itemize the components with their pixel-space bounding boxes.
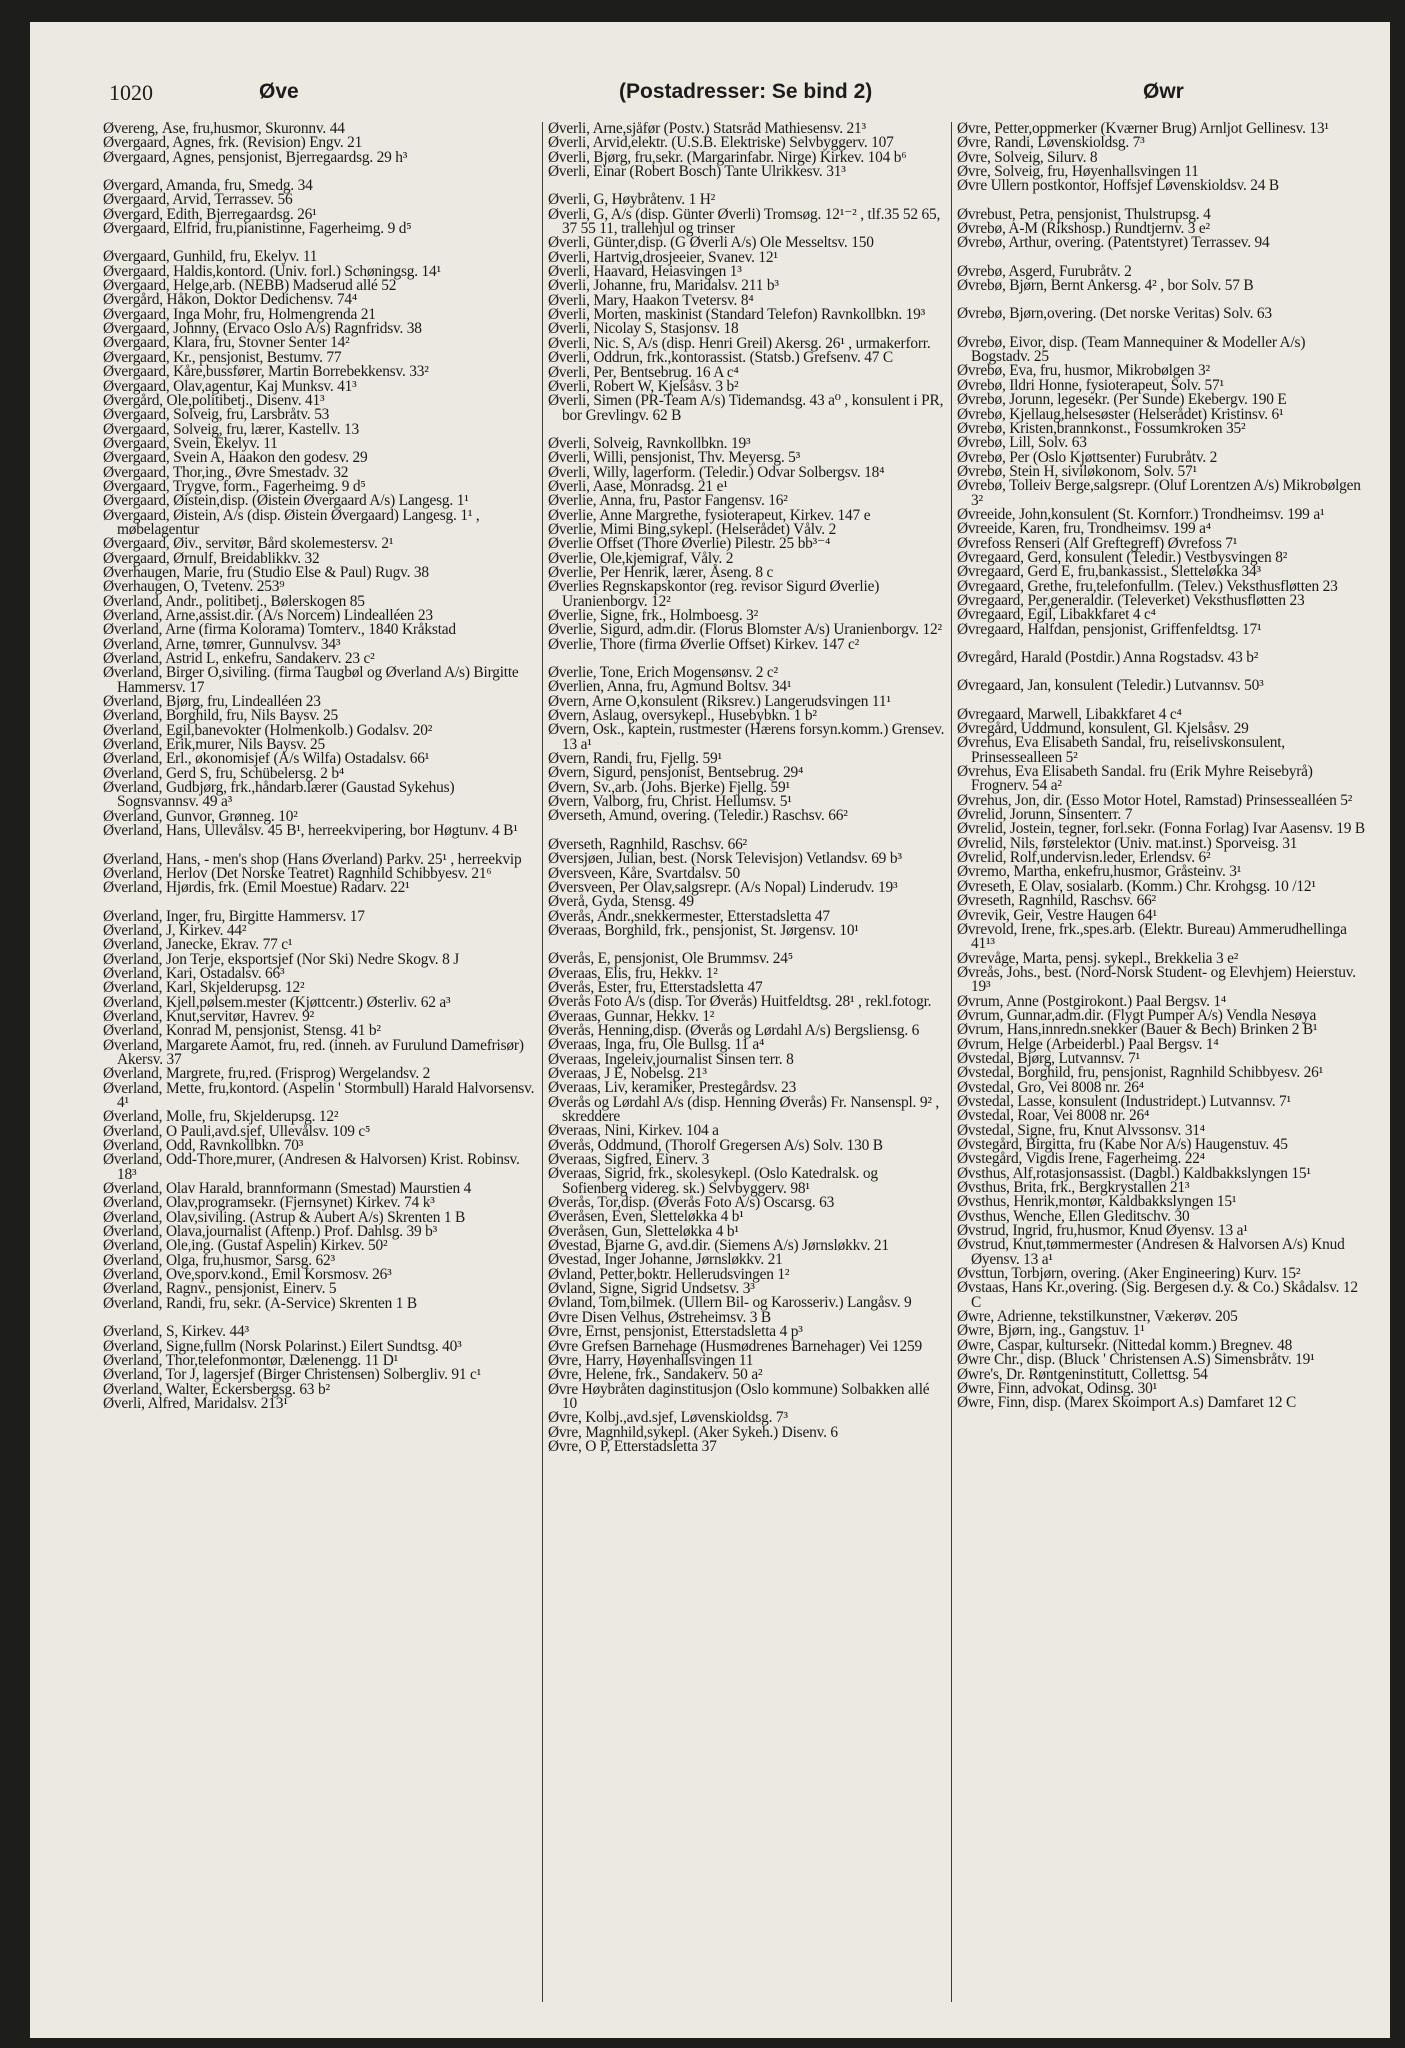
directory-entry: Øverland, Arne,assist.dir. (A/s Norcem) Lindealléen 23 <box>103 607 433 624</box>
directory-entry: Øverlien, Anna, fru, Agmund Boltsv. 34¹ <box>548 678 792 696</box>
directory-entry: Øwre, Finn, disp. (Marex Skoimport A.s) Damfaret 12 C <box>957 1394 1297 1412</box>
directory-entry: Øvergaard, Olav,agentur, Kaj Munksv. 41³ <box>103 377 357 395</box>
directory-entry: Øvergaard, Øistein, A/s (disp. Øistein Øvergaard) Langesg. 1¹ , møbelagentur <box>103 506 480 538</box>
directory-entry: Øverland, Randi, fru, sekr. (A-Service) Skrenten 1 B <box>103 1294 417 1312</box>
directory-entry: Øverli, G, A/s (disp. Günter Øverli) Tromsøg. 12¹⁻² , tlf.35 52 65, 37 55 11, trallehjul og trinser <box>548 205 941 238</box>
directory-entry: Øwre, Adrienne, tekstilkunstner, Vækerøv. 205 <box>957 1308 1238 1326</box>
directory-entry: Øvern, Aslaug, oversykepl., Husebybkn. 1 b² <box>548 707 817 725</box>
directory-entry: Øvreseth, Ragnhild, Raschsv. 66² <box>957 892 1156 910</box>
directory-entry: Øvergaard, Øiv., servitør, Bård skolemestersv. 2¹ <box>103 535 394 553</box>
directory-entry: Øverli, Arne,sjåfør (Postv.) Statsråd Mathiesensv. 21³ <box>548 122 866 137</box>
directory-entry: Øveraas, Sigrid, frk., skolesykepl. (Oslo Katedralsk. og Sofienberg videreg. sk.) Selvbyggerv. 98¹ <box>548 1165 878 1197</box>
directory-entry: Øverlie, Anna, fru, Pastor Fangensv. 16² <box>548 492 788 510</box>
directory-entry: Øvre, O P, Etterstadsletta 37 <box>548 1437 717 1455</box>
directory-entry: Øvstegård, Vigdis Irene, Fagerheimg. 22⁴ <box>957 1150 1205 1168</box>
directory-entry: Øvern, Osk., kaptein, rustmester (Hærens forsyn.komm.) Grensev. 13 a¹ <box>548 721 945 753</box>
directory-entry: Øvern, Randi, fru, Fjellg. 59¹ <box>548 750 722 768</box>
directory-entry: Øveråsen, Even, Sletteløkka 4 b¹ <box>548 1208 744 1226</box>
directory-entry: Øverli, Günter,disp. (G Øverli A/s) Ole Messeltsv. 150 <box>548 234 874 252</box>
directory-entry: Øvre Høybråten daginstitusjon (Oslo kommune) Solbakken allé 10 <box>548 1380 930 1412</box>
directory-entry: Øvrehus, Jon, dir. (Esso Motor Hotel, Ramstad) Prinsessealléen 5² <box>957 791 1353 809</box>
directory-entry: Øverland, Erik,murer, Nils Baysv. 25 <box>103 736 325 754</box>
directory-entry: Øveraas, Gunnar, Hekkv. 1² <box>548 1007 715 1025</box>
directory-entry: Øvregaard, Jan, konsulent (Teledir.) Lutvannsv. 50³ <box>957 677 1264 695</box>
directory-entry: Øverland, Thor,telefonmontør, Dælenengg. 11 D¹ <box>103 1351 399 1369</box>
directory-entry: Øverlies Regnskapskontor (reg. revisor Sigurd Øverlie) Uranienborgv. 12² <box>548 578 880 610</box>
directory-entry: Øverland, Walter, Eckersbergsg. 63 b² <box>103 1380 330 1398</box>
directory-entry: Øverli, Solveig, Ravnkollbkn. 19³ <box>548 434 751 452</box>
directory-entry: Øverhaugen, Marie, fru (Studio Else & Paul) Rugv. 38 <box>103 563 429 581</box>
directory-entry: Øverland, Jon Terje, eksportsjef (Nor Ski) Nedre Skogv. 8 J <box>103 950 459 968</box>
directory-entry: Øverås, Andr.,snekkermester, Etterstadsletta 47 <box>548 907 830 925</box>
directory-entry: Øvergård, Ole,politibetj., Disenv. 41³ <box>103 391 325 409</box>
directory-entry: Øverland, Olav,siviling. (Astrup & Aubert A/s) Skrenten 1 B <box>103 1208 466 1226</box>
directory-entry: Øvergaard, Solveig, fru, Larsbråtv. 53 <box>103 406 330 424</box>
directory-entry: Øvsthus, Henrik,montør, Kaldbakkslyngen 15¹ <box>957 1193 1237 1211</box>
directory-entry: Øvrehus, Eva Elisabeth Sandal, fru, reiselivskonsulent, Prinsessealleen 5² <box>957 734 1285 766</box>
directory-entry: Øverås, Ester, fru, Etterstadsletta 47 <box>548 978 763 996</box>
directory-entry: Øverland, Karl, Skjelderupsg. 12² <box>103 979 305 997</box>
directory-entry: Øvregård, Harald (Postdir.) Anna Rogstadsv. 43 b² <box>957 649 1259 666</box>
directory-entry: Øvsttun, Torbjørn, overing. (Aker Engineering) Kurv. 15² <box>957 1265 1301 1283</box>
directory-entry: Øvergaard, Agnes, pensjonist, Bjerregaardsg. 29 h³ <box>103 148 408 166</box>
directory-entry: Øvergard, Amanda, fru, Smedg. 34 <box>103 177 313 195</box>
directory-entry: Øvrebø, Bjørn,overing. (Det norske Veritas) Solv. 63 <box>957 305 1272 323</box>
directory-entry: Øverlie Offset (Thore Øverlie) Pilestr. 25 bb³⁻⁴ <box>548 535 831 553</box>
directory-entry: Øwre Chr., disp. (Bluck ' Christensen A.S) Simensbråtv. 19¹ <box>957 1351 1315 1369</box>
directory-entry: Øvrevåge, Marta, pensj. sykepl., Brekkelia 3 e² <box>957 949 1239 967</box>
column-1 <box>103 122 536 2010</box>
directory-entry: Øvergaard, Kr., pensjonist, Bestumv. 77 <box>103 348 342 366</box>
column-3 <box>957 122 1367 2010</box>
directory-entry: Øverland, Borghild, fru, Nils Baysv. 25 <box>103 707 339 725</box>
directory-entry: Øverlie, Sigurd, adm.dir. (Florus Blomster A/s) Uranienborgv. 12² <box>548 621 942 639</box>
directory-entry: Øverli, Willy, lagerform. (Teledir.) Odvar Solbergsv. 18⁴ <box>548 463 885 481</box>
directory-entry: Øvergaard, Solveig, fru, lærer, Kastellv. 13 <box>103 420 360 438</box>
directory-entry: Øvrum, Gunnar,adm.dir. (Flygt Pumper A/s) Vendla Nesøya <box>957 1006 1317 1024</box>
page-number: 1020 <box>109 80 153 105</box>
directory-entry: Øvrelid, Rolf,undervisn.leder, Erlendsv. 6² <box>957 849 1211 867</box>
directory-entry: Øveraas, Sigfred, Einerv. 3 <box>548 1151 710 1169</box>
directory-entry: Øvregaard, Gerd E, fru,bankassist., Sletteløkka 34³ <box>957 563 1261 581</box>
directory-entry: Øvsthus, Brita, frk., Bergkrystallen 21³ <box>957 1179 1190 1197</box>
directory-entry: Øwre's, Dr. Røntgeninstitutt, Collettsg. 54 <box>957 1365 1208 1383</box>
directory-entry: Øvrefoss Renseri (Alf Greftegreff) Øvrefoss 7¹ <box>957 534 1238 552</box>
directory-entry: Øverland, Molle, fru, Skjelderupsg. 12² <box>103 1108 339 1126</box>
directory-entry: Øverland, Odd, Ravnkollbkn. 70³ <box>103 1137 304 1155</box>
directory-entry: Øverland, Knut,servitør, Havrev. 9² <box>103 1007 314 1025</box>
directory-entry: Øverland, Konrad M, pensjonist, Stensg. 41 b² <box>103 1022 381 1040</box>
directory-entry: Øvern, Arne O,konsulent (Riksrev.) Langerudsvingen 11¹ <box>548 692 891 710</box>
directory-entry: Øvregaard, Per,generaldir. (Televerket) Veksthusfløtten 23 <box>957 591 1305 609</box>
directory-entry: Øvstedal, Roar, Vei 8008 nr. 26⁴ <box>957 1107 1150 1125</box>
directory-entry: Øvrebø, Asgerd, Furubråtv. 2 <box>957 262 1132 280</box>
directory-entry: Øverland, Janecke, Ekrav. 77 c¹ <box>103 936 293 954</box>
column-2 <box>548 122 946 2010</box>
directory-entry: Øvergård, Håkon, Doktor Dedichensv. 74⁴ <box>103 291 358 309</box>
directory-entry: Øvregaard, Halfdan, pensjonist, Griffenfeldtsg. 17¹ <box>957 620 1262 638</box>
directory-entry: Øveraas, Liv, keramiker, Prestegårdsv. 23 <box>548 1079 797 1097</box>
directory-entry: Øvstaas, Hans Kr.,overing. (Sig. Bergesen d.y. & Co.) Skådalsv. 12 C <box>957 1279 1358 1311</box>
directory-entry: Øvrevik, Geir, Vestre Haugen 64¹ <box>957 906 1157 924</box>
directory-entry: Øvrelid, Jostein, tegner, forl.sekr. (Fonna Forlag) Ivar Aasensv. 19 B <box>957 820 1365 838</box>
directory-entry: Øvre, Harry, Høyenhallsvingen 11 <box>548 1351 754 1369</box>
directory-entry: Øvreeide, Karen, fru, Trondheimsv. 199 a⁴ <box>957 520 1211 538</box>
directory-entry: Øverli, Haavard, Heiasvingen 1³ <box>548 263 742 281</box>
directory-entry: Øvstrud, Ingrid, fru,husmor, Knud Øyensv. 13 a¹ <box>957 1222 1248 1240</box>
directory-entry: Øveraas, Nini, Kirkev. 104 a <box>548 1122 719 1140</box>
directory-entry: Øvstedal, Borghild, fru, pensjonist, Ragnhild Schibbyesv. 26¹ <box>957 1064 1324 1082</box>
directory-entry: Øverlie, Anne Margrethe, fysioterapeut, Kirkev. 147 e <box>548 506 871 524</box>
directory-entry: Øverland, Mette, fru,kontord. (Aspelin ' Stormbull) Harald Halvorsensv. 4¹ <box>103 1079 535 1111</box>
directory-entry: Øvre, Randi, Løvenskioldsg. 7³ <box>957 134 1145 152</box>
directory-entry: Øvstedal, Bjørg, Lutvannsv. 7¹ <box>957 1049 1140 1067</box>
directory-entry: Øverås, Tor,disp. (Øverås Foto A/s) Oscarsg. 63 <box>548 1194 835 1212</box>
directory-entry: Øverlie, Tone, Erich Mogensønsv. 2 c² <box>548 664 778 682</box>
directory-entry: Øveraas, Borghild, frk., pensjonist, St. Jørgensv. 10¹ <box>548 921 859 939</box>
directory-entry: Øvergard, Edith, Bjerregaardsg. 26¹ <box>103 205 317 223</box>
directory-entry: Øvergaard, Klara, fru, Stovner Senter 14² <box>103 334 350 352</box>
directory-entry: Øverås, Henning,disp. (Øverås og Lørdahl A/s) Bergsliensg. 6 <box>548 1021 920 1039</box>
directory-entry: Øveraas, Inga, fru, Ole Bullsg. 11 a⁴ <box>548 1036 765 1054</box>
directory-entry: Øvrelid, Nils, førstelektor (Univ. mat.inst.) Sporveisg. 31 <box>957 834 1298 852</box>
directory-entry: Øvre, Solveig, fru, Høyenhallsvingen 11 <box>957 163 1199 181</box>
directory-entry: Øverås, Oddmund, (Thorolf Gregersen A/s) Solv. 130 B <box>548 1136 883 1154</box>
directory-entry: Øvrebø, Stein H, siviløkonom, Solv. 57¹ <box>957 462 1197 480</box>
directory-entry: Øvregaard, Marwell, Libakkfaret 4 c⁴ <box>957 705 1182 723</box>
column-divider <box>951 122 952 2002</box>
directory-entry: Øveråsen, Gun, Sletteløkka 4 b¹ <box>548 1222 739 1240</box>
directory-entry: Øverli, Simen (PR-Team A/s) Tidemandsg. 43 a⁰ , konsulent i PR, bor Grevlingv. 62 B <box>548 392 944 424</box>
directory-page <box>30 22 1390 2038</box>
directory-entry: Øverland, Ragnv., pensjonist, Einerv. 5 <box>103 1280 337 1298</box>
directory-entry: Øverlie, Ole,kjemigraf, Vålv. 2 <box>548 549 734 567</box>
directory-entry: Øvern, Sv.,arb. (Johs. Bjerke) Fjellg. 59¹ <box>548 778 790 796</box>
directory-entry: Øvre Grefsen Barnehage (Husmødrenes Barnehager) Vei 1259 <box>548 1337 922 1355</box>
directory-entry: Øveraas, J E, Nobelsg. 21³ <box>548 1064 707 1082</box>
directory-entry: Øvrehus, Eva Elisabeth Sandal. fru (Erik Myhre Reisebyrå) Frognerv. 54 a² <box>957 763 1313 795</box>
directory-entry: Øwre, Caspar, kultursekr. (Nittedal komm.) Bregnev. 48 <box>957 1336 1293 1354</box>
directory-entry: Øverland, Bjørg, fru, Lindealléen 23 <box>103 693 321 711</box>
directory-entry: Øverli, Robert W, Kjelsåsv. 3 b² <box>548 377 739 395</box>
directory-entry: Øverland, Arne, tømrer, Gunnulvsv. 34³ <box>103 635 341 653</box>
directory-entry: Øvland, Petter,boktr. Hellerudsvingen 1² <box>548 1265 790 1283</box>
directory-entry: Øverlie, Thore (firma Øverlie Offset) Kirkev. 147 c² <box>548 635 860 653</box>
directory-entry: Øverland, Kari, Ostadalsv. 66³ <box>103 964 285 982</box>
directory-entry: Øvergaard, Arvid, Terrassev. 56 <box>103 191 293 209</box>
directory-entry: Øverland, Kjell,pølsem.mester (Kjøttcentr.) Østerliv. 62 a³ <box>103 993 451 1011</box>
directory-entry: Øverli, Nic. S, A/s (disp. Henri Greil) Akersg. 26¹ , urmakerforr. <box>548 334 931 352</box>
directory-entry: Øvergaard, Kåre,bussfører, Martin Borrebekkensv. 33² <box>103 363 429 381</box>
directory-entry: Øvre, Helene, frk., Sandakerv. 50 a² <box>548 1366 763 1384</box>
directory-entry: Øvstegård, Birgitta, fru (Kabe Nor A/s) Haugenstuv. 45 <box>957 1136 1288 1153</box>
directory-entry: Øversveen, Kåre, Svartdalsv. 50 <box>548 864 740 882</box>
directory-entry: Øvre, Ernst, pensjonist, Etterstadsletta 4 p³ <box>548 1323 803 1341</box>
directory-entry: Øvregaard, Gerd, konsulent (Teledir.) Vestbysvingen 8² <box>957 548 1288 566</box>
directory-entry: Øverhaugen, O, Tvetenv. 253⁹ <box>103 578 285 596</box>
directory-entry: Øvergaard, Gunhild, fru, Ekelyv. 11 <box>103 248 318 266</box>
directory-entry: Øveraas, Elis, fru, Hekkv. 1² <box>548 964 718 982</box>
directory-entry: Øvrebø, Eva, fru, husmor, Mikrobølgen 3² <box>957 362 1210 380</box>
directory-entry: Øverland, Gunvor, Grønneg. 10² <box>103 807 298 825</box>
directory-entry: Øverland, Margrete, fru,red. (Frisprog) Wergelandsv. 2 <box>103 1065 431 1083</box>
directory-entry: Øverli, Morten, maskinist (Standard Telefon) Ravnkollbkn. 19³ <box>548 306 926 324</box>
directory-entry: Øvrum, Anne (Postgirokont.) Paal Bergsv. 1⁴ <box>957 992 1227 1010</box>
directory-entry: Øvland, Tom,bilmek. (Ullern Bil- og Karosseriv.) Langåsv. 9 <box>548 1294 912 1312</box>
page-header <box>109 80 1359 110</box>
directory-entry: Øverseth, Amund, overing. (Teledir.) Raschsv. 66² <box>548 807 848 825</box>
directory-entry: Øvrum, Helge (Arbeiderbl.) Paal Bergsv. 1⁴ <box>957 1035 1219 1053</box>
directory-entry: Øverli, G, Høybråtenv. 1 H² <box>548 191 716 209</box>
directory-entry: Øvergaard, Helge,arb. (NEBB) Madserud allé 52 <box>103 277 397 295</box>
directory-entry: Øvrebust, Petra, pensjonist, Thulstrupsg. 4 <box>957 205 1211 223</box>
directory-entry: Øvergaard, Svein A, Haakon den godesv. 29 <box>103 449 368 467</box>
directory-entry: Øverlie, Signe, frk., Holmboesg. 3² <box>548 607 759 624</box>
directory-entry: Øverå, Gyda, Stensg. 49 <box>548 893 694 911</box>
directory-entry: Øverland, O Pauli,avd.sjef, Ullevålsv. 109 c⁵ <box>103 1122 371 1140</box>
directory-entry: Øvrebø, Lill, Solv. 63 <box>957 434 1087 452</box>
directory-entry: Øverland, Olav Harald, brannformann (Smestad) Maurstien 4 <box>103 1180 472 1198</box>
directory-entry: Øvrebø, Kjellaug,helsesøster (Helserådet) Kristinsv. 6¹ <box>957 405 1284 423</box>
directory-entry: Øverlie, Per Henrik, lærer, Åseng. 8 c <box>548 563 774 581</box>
directory-entry: Øvergaard, Ørnulf, Breidablikkv. 32 <box>103 549 320 567</box>
directory-entry: Øvre, Solveig, Silurv. 8 <box>957 148 1098 166</box>
directory-entry: Øvre, Magnhild,sykepl. (Aker Sykeh.) Disenv. 6 <box>548 1423 838 1441</box>
directory-entry: Øverli, Bjørg, fru,sekr. (Margarinfabr. Nirge) Kirkev. 104 b⁶ <box>548 148 907 166</box>
directory-entry: Øvsthus, Wenche, Ellen Gleditschv. 30 <box>957 1207 1190 1225</box>
directory-entry: Øverseth, Ragnhild, Raschsv. 66² <box>548 835 747 853</box>
directory-entry: Øvergaard, Inga Mohr, fru, Holmengrenda 21 <box>103 305 376 323</box>
directory-entry: Øvregaard, Grethe, fru,telefonfullm. (Telev.) Veksthusfløtten 23 <box>957 577 1338 595</box>
directory-entry: Øvergaard, Trygve, form., Fagerheimg. 9 d⁵ <box>103 477 366 495</box>
directory-entry: Øverli, Nicolay S, Stasjonsv. 18 <box>548 320 739 338</box>
directory-entry: Øverland, Olava,journalist (Aftenp.) Prof. Dahlsg. 39 b³ <box>103 1223 438 1241</box>
directory-entry: Øverli, Hartvig,drosjeeier, Svanev. 12¹ <box>548 248 778 266</box>
directory-entry: Øverås og Lørdahl A/s (disp. Henning Øverås) Fr. Nansenspl. 9² , skreddere <box>548 1093 940 1125</box>
directory-entry: Øversveen, Per Olav,salgsrepr. (A/s Nopal) Linderudv. 19³ <box>548 878 898 896</box>
directory-entry: Øvrebø, Per (Oslo Kjøttsenter) Furubråtv. 2 <box>957 448 1218 466</box>
directory-entry: Øverland, Egil,banevokter (Holmenkolb.) Godalsv. 20² <box>103 721 433 739</box>
directory-entry: Øverland, Astrid L, enkefru, Sandakerv. 23 c² <box>103 650 375 668</box>
directory-entry: Øvstrud, Knut,tømmermester (Andresen & Halvorsen A/s) Knud Øyensv. 13 a¹ <box>957 1236 1345 1268</box>
directory-entry: Øwre, Bjørn, ing., Gangstuv. 1¹ <box>957 1322 1145 1340</box>
directory-entry: Øvre, Kolbj.,avd.sjef, Løvenskioldsg. 7³ <box>548 1409 788 1427</box>
directory-entry: Øvern, Valborg, fru, Christ. Hellumsv. 5¹ <box>548 793 792 811</box>
directory-entry: Øvre, Petter,oppmerker (Kværner Brug) Arnljot Gellinesv. 13¹ <box>957 122 1329 137</box>
directory-entry: Øvreås, Johs., best. (Nord-Norsk Student- og Elevhjem) Heierstuv. 19³ <box>957 963 1356 996</box>
directory-entry: Øvrebø, Jorunn, legesekr. (Per Sunde) Ekebergv. 190 E <box>957 391 1287 409</box>
directory-entry: Øvrevold, Irene, frk.,spes.arb. (Elektr. Bureau) Ammerudhellinga 41¹³ <box>957 920 1347 953</box>
directory-entry: Øversjøen, Julian, best. (Norsk Televisjon) Vetlandsv. 69 b³ <box>548 850 902 868</box>
directory-entry: Øverli, Alfred, Maridalsv. 213¹ <box>103 1394 288 1412</box>
directory-entry: Øverland, Hans, Ullevålsv. 45 B¹, herreekvipering, bor Høgtunv. 4 B¹ <box>103 822 518 840</box>
directory-entry: Øverli, Aase, Monradsg. 21 e¹ <box>548 477 728 495</box>
directory-entry: Øvrelid, Jorunn, Sinsenterr. 7 <box>957 806 1133 824</box>
directory-entry: Øvre Ullern postkontor, Hoffsjef Løvenskioldsv. 24 B <box>957 177 1279 195</box>
directory-entry: Øverland, J, Kirkev. 44² <box>103 921 247 939</box>
directory-entry: Øvregård, Uddmund, konsulent, Gl. Kjelsåsv. 29 <box>957 720 1249 738</box>
directory-entry: Øverås, E, pensjonist, Ole Brummsv. 24⁵ <box>548 950 793 968</box>
directory-entry: Øvergaard, Elfrid, fru,pianistinne, Fagerheimg. 9 d⁵ <box>103 220 412 238</box>
directory-entry: Øvregaard, Egil, Libakkfaret 4 c⁴ <box>957 606 1156 624</box>
directory-entry: Øverli, Arvid,elektr. (U.S.B. Elektriske) Selvbyggerv. 107 <box>548 134 894 152</box>
directory-entry: Øveraas, Ingeleiv,journalist Sinsen terr. 8 <box>548 1050 794 1068</box>
directory-entry: Øverås Foto A/s (disp. Tor Øverås) Huitfeldtsg. 28¹ , rekl.fotogr. <box>548 993 932 1011</box>
directory-entry: Øverland, Margarete Aamot, fru, red. (inneh. av Furulund Damefrisør) Akersv. 37 <box>103 1036 524 1068</box>
directory-entry: Øvestad, Bjarne G, avd.dir. (Siemens A/s) Jørnsløkkv. 21 <box>548 1237 889 1255</box>
directory-entry: Øvrebø, A-M (Rikshosp.) Rundtjernv. 3 e² <box>957 220 1210 238</box>
header-left-catchword: Øve <box>259 80 299 103</box>
directory-entry: Øvrebø, Ildri Honne, fysioterapeut, Solv. 57¹ <box>957 376 1224 394</box>
directory-entry: Øverland, Tor J, lagersjef (Birger Christensen) Solbergliv. 91 c¹ <box>103 1366 482 1384</box>
directory-entry: Øverli, Johanne, fru, Maridalsv. 211 b³ <box>548 277 779 295</box>
directory-entry: Øvstedal, Signe, fru, Knut Alvssonsv. 31⁴ <box>957 1121 1205 1139</box>
directory-entry: Øverlie, Mimi Bing,sykepl. (Helserådet) Vålv. 2 <box>548 520 837 538</box>
directory-entry: Øvergaard, Thor,ing., Øvre Smestadv. 32 <box>103 463 349 481</box>
directory-entry: Øverli, Mary, Haakon Tvetersv. 8⁴ <box>548 291 754 309</box>
directory-entry: Øvstedal, Gro, Vei 8008 nr. 26⁴ <box>957 1078 1144 1096</box>
directory-entry: Øverli, Per, Bentsebrug. 16 A c⁴ <box>548 363 739 381</box>
directory-entry: Øverland, Olga, fru,husmor, Sarsg. 62³ <box>103 1251 335 1269</box>
header-right-catchword: Øwr <box>1143 80 1184 103</box>
directory-entry: Øverland, Ove,sporv.kond., Emil Korsmosv. 26³ <box>103 1266 392 1284</box>
directory-entry: Øverland, S, Kirkev. 44³ <box>103 1323 249 1341</box>
directory-entry: Øverli, Oddrun, frk.,kontorassist. (Statsb.) Grefsenv. 47 C <box>548 349 893 367</box>
directory-entry: Øvsthus, Alf,rotasjonsassist. (Dagbl.) Kaldbakkslyngen 15¹ <box>957 1164 1311 1182</box>
directory-entry: Øverli, Einar (Robert Bosch) Tante Ulrikkesv. 31³ <box>548 163 846 181</box>
directory-entry: Øwre, Finn, advokat, Odinsg. 30¹ <box>957 1379 1157 1397</box>
directory-entry: Øverland, Herlov (Det Norske Teatret) Ragnhild Schibbyesv. 21⁶ <box>103 864 492 882</box>
directory-entry: Øverli, Willi, pensjonist, Thv. Meyersg. 5³ <box>548 449 801 467</box>
directory-entry: Øvereng, Åse, fru,husmor, Skuronnv. 44 <box>103 122 345 137</box>
directory-entry: Øvstedal, Lasse, konsulent (Industridept.) Lutvannsv. 7¹ <box>957 1092 1291 1110</box>
directory-entry: Øverland, Erl., økonomisjef (A/s Wilfa) Ostadalsv. 66¹ <box>103 750 430 768</box>
directory-entry: Øvergaard, Haldis,kontord. (Univ. forl.) Schøningsg. 14¹ <box>103 262 441 280</box>
directory-entry: Øvern, Sigurd, pensjonist, Bentsebrug. 29⁴ <box>548 764 804 782</box>
directory-entry: Øverland, Birger O,siviling. (firma Taugbøl og Øverland A/s) Birgitte Hammersv. 17 <box>103 664 519 696</box>
directory-entry: Øvergaard, Johnny, (Ervaco Oslo A/s) Ragnfridsv. 38 <box>103 320 422 338</box>
directory-entry: Øverland, Odd-Thore,murer, (Andresen & Halvorsen) Krist. Robinsv. 18³ <box>103 1151 520 1183</box>
directory-entry: Øvergaard, Svein, Ekelyv. 11 <box>103 434 278 452</box>
header-center-note: (Postadresser: Se bind 2) <box>619 80 873 103</box>
directory-entry: Øvrum, Hans,innredn.snekker (Bauer & Bech) Brinken 2 B¹ <box>957 1021 1318 1039</box>
directory-entry: Øvergaard, Øistein,disp. (Øistein Øvergaard A/s) Langesg. 1¹ <box>103 492 469 510</box>
directory-entry: Øverland, Signe,fullm (Norsk Polarinst.) Eilert Sundtsg. 40³ <box>103 1337 462 1355</box>
directory-entry: Øverland, Hjørdis, frk. (Emil Moestue) Radarv. 22¹ <box>103 879 410 897</box>
directory-entry: Øvremo, Martha, enkefru,husmor, Gråsteinv. 3¹ <box>957 863 1242 881</box>
directory-entry: Øvreseth, E Olav, sosialarb. (Komm.) Chr. Krohgsg. 10 /12¹ <box>957 877 1316 895</box>
directory-entry: Øvrebø, Tolleiv Berge,salgsrepr. (Oluf Lorentzen A/s) Mikrobølgen 3² <box>957 477 1361 509</box>
column-divider <box>542 122 543 2002</box>
directory-entry: Øverland, Hans, - men's shop (Hans Øverland) Parkv. 25¹ , herreekvip <box>103 850 522 868</box>
directory-entry: Øverland, Arne (firma Kolorama) Tomterv., 1840 Kråkstad <box>103 621 456 639</box>
directory-entry: Øvrebø, Eivor, disp. (Team Mannequiner & Modeller A/s) Bogstadv. 25 <box>957 333 1306 366</box>
directory-entry: Øverland, Gudbjørg, frk.,håndarb.lærer (Gaustad Sykehus) Sognsvannsv. 49 a³ <box>103 779 455 811</box>
directory-entry: Øverland, Ole,ing. (Gustaf Aspelin) Kirkev. 50² <box>103 1237 388 1255</box>
directory-entry: Øverland, Inger, fru, Birgitte Hammersv. 17 <box>103 907 365 925</box>
directory-entry: Øvland, Signe, Sigrid Undsetsv. 3³ <box>548 1280 755 1298</box>
directory-entry: Øvrebø, Bjørn, Bernt Ankersg. 4² , bor Solv. 57 B <box>957 277 1254 295</box>
directory-entry: Øvreeide, John,konsulent (St. Kornforr.) Trondheimsv. 199 a¹ <box>957 505 1325 523</box>
directory-entry: Øvrebø, Kristen,brannkonst., Fossumkroken 35² <box>957 419 1246 437</box>
directory-entry: Øvergaard, Agnes, frk. (Revision) Engv. 21 <box>103 134 363 152</box>
directory-entry: Øverland, Olav,programsekr. (Fjernsynet) Kirkev. 74 k³ <box>103 1194 435 1212</box>
directory-entry: Øverland, Gerd S, fru, Schübelersg. 2 b⁴ <box>103 764 344 782</box>
directory-entry: Øvre Disen Velhus, Østreheimsv. 3 B <box>548 1308 771 1326</box>
directory-entry: Øverland, Andr., politibetj., Bølerskogen 85 <box>103 592 365 610</box>
directory-entry: Øvestad, Inger Johanne, Jørnsløkkv. 21 <box>548 1251 783 1269</box>
directory-entry: Øvrebø, Arthur, overing. (Patentstyret) Terrassev. 94 <box>957 234 1270 252</box>
